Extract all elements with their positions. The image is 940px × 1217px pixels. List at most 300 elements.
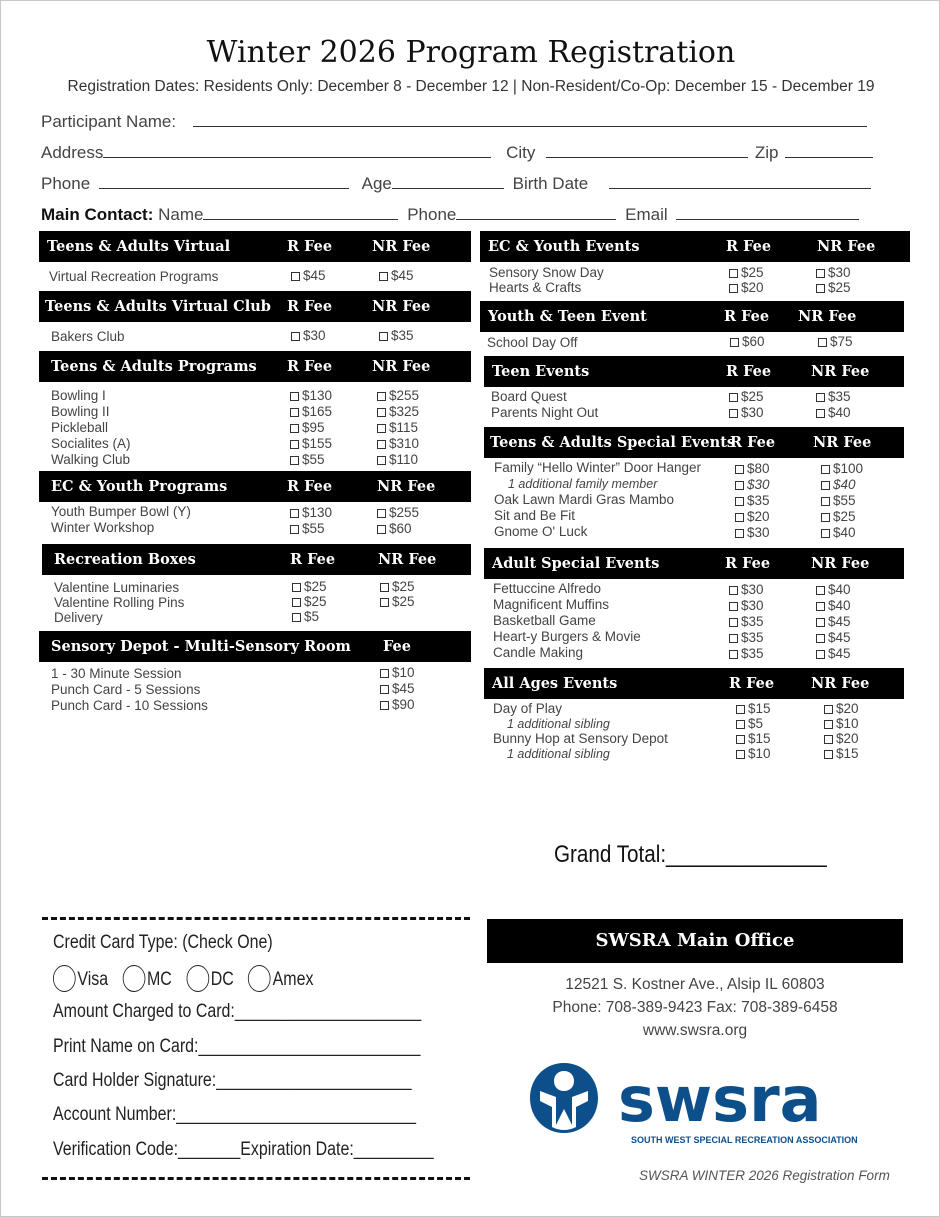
section-ec-youth-programs [39, 471, 471, 544]
r-fee-option[interactable] [735, 461, 770, 477]
nr-fee-option[interactable] [821, 525, 856, 541]
checkbox[interactable] [821, 481, 830, 490]
signature-field[interactable]: Card Holder Signature:______________________ [53, 1070, 412, 1091]
section-header [42, 544, 471, 575]
nr-fee-option[interactable] [816, 614, 851, 630]
checkbox[interactable] [818, 338, 827, 347]
section-header [484, 668, 904, 699]
checkbox[interactable] [291, 272, 300, 281]
r-fee-option[interactable] [729, 646, 764, 662]
mc-radio[interactable] [123, 965, 146, 992]
fee-value: $10 [392, 665, 415, 680]
list-item: Punch Card - 5 Sessions [51, 682, 201, 697]
checkbox[interactable] [821, 529, 830, 538]
checkbox[interactable] [736, 720, 745, 729]
checkbox[interactable] [824, 720, 833, 729]
contact-phone-label: Phone [407, 205, 457, 224]
zip-input[interactable] [785, 142, 873, 158]
fee-value: $45 [828, 614, 851, 629]
nr-fee-header: NR Fee [372, 358, 431, 375]
section-title: Youth & Teen Event [488, 308, 647, 325]
list-item: Bowling I [51, 388, 106, 403]
fee-value: $325 [389, 404, 420, 419]
list-item: Punch Card - 10 Sessions [51, 698, 208, 713]
checkbox[interactable] [377, 440, 386, 449]
r-fee-option[interactable] [735, 509, 770, 525]
section-title: Teen Events [492, 363, 590, 380]
checkbox[interactable] [816, 269, 825, 278]
list-item: Sensory Snow Day [489, 265, 604, 280]
birth-date-input[interactable] [609, 173, 871, 189]
checkbox[interactable] [729, 586, 738, 595]
r-fee-header: R Fee [287, 238, 333, 255]
nr-fee-option[interactable] [824, 701, 859, 717]
fee-value: $155 [302, 436, 333, 451]
nr-fee-option[interactable] [816, 405, 851, 421]
fee-value: $90 [392, 697, 415, 712]
r-fee-option[interactable] [290, 505, 332, 521]
nr-fee-option[interactable] [816, 582, 851, 598]
checkbox[interactable] [816, 602, 825, 611]
fee-value: $55 [302, 521, 325, 536]
fee-value: $20 [836, 731, 859, 746]
account-number-field[interactable]: Account Number:___________________________ [53, 1104, 416, 1125]
checkbox[interactable] [729, 602, 738, 611]
r-fee-option[interactable] [290, 452, 325, 468]
nr-fee-option[interactable] [377, 388, 419, 404]
list-item: Walking Club [51, 452, 131, 467]
fee-value: $115 [389, 420, 419, 435]
checkbox[interactable] [729, 269, 738, 278]
fee-value: $45 [392, 681, 415, 696]
fee-header: Fee [383, 638, 411, 655]
checkbox[interactable] [380, 583, 389, 592]
nr-fee-header: NR Fee [811, 675, 870, 692]
r-fee-option[interactable] [729, 280, 764, 296]
fee-value: $35 [828, 389, 851, 404]
contact-phone-input[interactable] [456, 204, 616, 220]
checkbox[interactable] [729, 634, 738, 643]
participant-input[interactable] [193, 111, 867, 127]
fee-option[interactable] [380, 665, 415, 681]
fee-value: $45 [828, 646, 851, 661]
dc-label: DC [210, 969, 234, 990]
fee-value: $30 [741, 598, 764, 613]
office-header: SWSRA Main Office [487, 919, 903, 963]
checkbox[interactable] [377, 408, 386, 417]
fee-value: $60 [742, 334, 765, 349]
section-title: EC & Youth Programs [51, 478, 228, 495]
list-item: Bowling II [51, 404, 110, 419]
section-title: All Ages Events [492, 675, 618, 692]
checkbox[interactable] [290, 509, 299, 518]
participant-row [41, 111, 867, 132]
email-input[interactable] [676, 204, 859, 220]
nr-fee-option[interactable] [816, 265, 851, 281]
section-title: Recreation Boxes [54, 551, 196, 568]
dc-radio[interactable] [186, 965, 209, 992]
fee-value: $45 [828, 630, 851, 645]
checkbox[interactable] [736, 750, 745, 759]
logo-subtitle: SOUTH WEST SPECIAL RECREATION ASSOCIATION [631, 1135, 858, 1145]
checkbox[interactable] [379, 332, 388, 341]
r-fee-option[interactable] [736, 701, 771, 717]
list-item: 1 - 30 Minute Session [51, 666, 182, 681]
r-fee-option[interactable] [292, 594, 327, 610]
r-fee-option[interactable] [735, 493, 770, 509]
checkbox[interactable] [816, 586, 825, 595]
checkbox[interactable] [290, 440, 299, 449]
r-fee-option[interactable] [729, 265, 764, 281]
fee-value: $110 [389, 452, 419, 467]
zip-label: Zip [754, 143, 779, 162]
checkbox[interactable] [735, 529, 744, 538]
list-item: Valentine Rolling Pins [54, 595, 185, 610]
phone-row [41, 173, 871, 194]
checkbox[interactable] [291, 332, 300, 341]
checkbox[interactable] [377, 424, 386, 433]
r-fee-option[interactable] [290, 436, 332, 452]
fee-value: $130 [302, 505, 333, 520]
r-fee-option[interactable] [291, 328, 326, 344]
office-website[interactable]: www.swsra.org [642, 1022, 748, 1039]
checkbox[interactable] [729, 650, 738, 659]
fee-value: $25 [304, 594, 327, 609]
contact-name-input[interactable] [203, 204, 398, 220]
fee-value: $15 [748, 701, 771, 716]
r-fee-option[interactable] [730, 334, 765, 350]
fee-value: $35 [741, 630, 764, 645]
section-teens-adults-virtual-club [39, 291, 471, 352]
card-type-label: Credit Card Type: (Check One) [53, 932, 273, 953]
r-fee-option[interactable] [291, 268, 326, 284]
r-fee-header: R Fee [724, 308, 770, 325]
visa-radio[interactable] [53, 965, 76, 992]
r-fee-option[interactable] [729, 630, 764, 646]
section-title: Teens & Adults Virtual [47, 238, 231, 255]
r-fee-option[interactable] [736, 746, 771, 762]
amex-radio[interactable] [248, 965, 271, 992]
nr-fee-option[interactable] [824, 716, 859, 732]
dashed-divider-top [42, 917, 470, 920]
list-item: Socialites (A) [51, 436, 131, 451]
list-item: Magnificent Muffins [493, 597, 610, 612]
registration-dates: Registration Dates: Residents Only: December 8 - December 12 | Non-Resident/Co-Op: December 15 - December 19 [67, 78, 875, 95]
print-name-field[interactable]: Print Name on Card:_________________________ [53, 1036, 421, 1057]
nr-fee-option[interactable] [816, 389, 851, 405]
fee-value: $30 [828, 265, 851, 280]
checkbox[interactable] [290, 525, 299, 534]
fee-value: $15 [836, 746, 859, 761]
checkbox[interactable] [824, 705, 833, 714]
office-address: 12521 S. Kostner Ave., Alsip IL 60803 [565, 976, 825, 993]
card-type-options [53, 965, 313, 992]
checkbox[interactable] [816, 393, 825, 402]
checkbox[interactable] [816, 650, 825, 659]
checkbox[interactable] [821, 465, 830, 474]
list-item: Candle Making [493, 645, 584, 660]
checkbox[interactable] [735, 465, 744, 474]
fee-value: $60 [389, 521, 412, 536]
checkbox[interactable] [736, 705, 745, 714]
r-fee-option[interactable] [290, 388, 332, 404]
checkbox[interactable] [292, 583, 301, 592]
nr-fee-header: NR Fee [811, 555, 870, 572]
section-title: EC & Youth Events [488, 238, 640, 255]
nr-fee-option[interactable] [816, 630, 851, 646]
nr-fee-header: NR Fee [798, 308, 857, 325]
checkbox[interactable] [736, 735, 745, 744]
nr-fee-option[interactable] [824, 746, 859, 762]
r-fee-option[interactable] [729, 389, 764, 405]
section-header [39, 471, 471, 502]
fee-value: $25 [828, 280, 851, 295]
checkbox[interactable] [729, 393, 738, 402]
checkbox[interactable] [730, 338, 739, 347]
list-item: Day of Play [493, 701, 563, 716]
checkbox[interactable] [377, 392, 386, 401]
r-fee-option[interactable] [735, 525, 770, 541]
fee-value: $130 [302, 388, 333, 403]
list-item: Bakers Club [51, 329, 125, 344]
fee-value: $20 [747, 509, 770, 524]
checkbox[interactable] [292, 598, 301, 607]
nr-fee-option[interactable] [377, 521, 412, 537]
fee-value: $10 [748, 746, 771, 761]
list-item: Youth Bumper Bowl (Y) [51, 504, 191, 519]
r-fee-option[interactable] [735, 477, 770, 493]
checkbox[interactable] [377, 525, 386, 534]
nr-fee-option[interactable] [824, 731, 859, 747]
checkbox[interactable] [290, 392, 299, 401]
list-item: Basketball Game [493, 613, 596, 628]
section-header [39, 231, 471, 262]
section-teens-adults-special-events [484, 427, 904, 548]
list-item: 1 additional sibling [507, 747, 610, 761]
checkbox[interactable] [380, 598, 389, 607]
fee-value: $80 [747, 461, 770, 476]
address-row [41, 142, 873, 163]
checkbox[interactable] [729, 284, 738, 293]
list-item: 1 additional family member [508, 477, 658, 491]
office-phone-fax: Phone: 708-389-9423 Fax: 708-389-6458 [552, 999, 838, 1016]
fee-value: $35 [741, 646, 764, 661]
r-fee-option[interactable] [729, 598, 764, 614]
fee-value: $55 [833, 493, 856, 508]
phone-input[interactable] [99, 173, 349, 189]
checkbox[interactable] [377, 456, 386, 465]
list-item: School Day Off [487, 335, 578, 350]
section-title: Teens & Adults Programs [51, 358, 257, 375]
r-fee-option[interactable] [292, 579, 327, 595]
nr-fee-option[interactable] [380, 594, 415, 610]
section-youth-teen-event [480, 301, 904, 362]
fee-value: $255 [389, 388, 420, 403]
checkbox[interactable] [821, 513, 830, 522]
nr-fee-option[interactable] [377, 420, 418, 436]
checkbox[interactable] [379, 272, 388, 281]
birth-date-label: Birth Date [512, 174, 589, 193]
nr-fee-option[interactable] [816, 280, 851, 296]
age-label: Age [361, 174, 392, 193]
checkbox[interactable] [816, 409, 825, 418]
nr-fee-option[interactable] [377, 452, 418, 468]
fee-value: $100 [833, 461, 864, 476]
r-fee-option[interactable] [290, 420, 325, 436]
city-label: City [506, 143, 536, 162]
r-fee-option[interactable] [290, 404, 332, 420]
checkbox[interactable] [290, 424, 299, 433]
r-fee-header: R Fee [287, 478, 333, 495]
list-item: Delivery [54, 610, 103, 625]
logo-wordmark: swsra [618, 1063, 822, 1136]
amex-label: Amex [272, 969, 314, 990]
fee-value: $75 [830, 334, 853, 349]
r-fee-option[interactable] [292, 609, 319, 625]
r-fee-option[interactable] [736, 716, 763, 732]
fee-value: $25 [833, 509, 856, 524]
section-header [484, 356, 904, 387]
checkbox[interactable] [821, 497, 830, 506]
section-header [39, 291, 471, 322]
fee-value: $165 [302, 404, 333, 419]
nr-fee-option[interactable] [816, 646, 851, 662]
checkbox[interactable] [816, 618, 825, 627]
r-fee-option[interactable] [290, 521, 325, 537]
nr-fee-header: NR Fee [817, 238, 876, 255]
checkbox[interactable] [735, 481, 744, 490]
section-title: Adult Special Events [492, 555, 660, 572]
checkbox[interactable] [380, 701, 389, 710]
r-fee-header: R Fee [726, 238, 772, 255]
fee-value: $40 [828, 405, 851, 420]
fee-value: $95 [302, 420, 325, 435]
checkbox[interactable] [816, 284, 825, 293]
checkbox[interactable] [816, 634, 825, 643]
r-fee-option[interactable] [729, 405, 764, 421]
fee-option[interactable] [380, 681, 415, 697]
checkbox[interactable] [824, 750, 833, 759]
main-contact-row [41, 204, 859, 225]
checkbox[interactable] [377, 509, 386, 518]
nr-fee-option[interactable] [821, 509, 856, 525]
nr-fee-option[interactable] [377, 505, 419, 521]
fee-value: $255 [389, 505, 420, 520]
checkbox[interactable] [292, 613, 301, 622]
fee-value: $20 [836, 701, 859, 716]
nr-fee-option[interactable] [818, 334, 853, 350]
fee-value: $5 [304, 609, 320, 624]
participant-label: Participant Name: [41, 112, 177, 131]
checkbox[interactable] [380, 669, 389, 678]
address-input[interactable] [103, 142, 491, 158]
nr-fee-option[interactable] [380, 579, 415, 595]
page-title: Winter 2026 Program Registration [206, 35, 736, 70]
age-input[interactable] [392, 173, 504, 189]
swsra-logo [526, 1057, 876, 1154]
fee-option[interactable] [380, 697, 415, 713]
list-item: Heart-y Burgers & Movie [493, 629, 641, 644]
section-teen-events [484, 356, 904, 427]
nr-fee-option[interactable] [379, 268, 414, 284]
city-input[interactable] [546, 142, 748, 158]
visa-label: Visa [77, 969, 109, 990]
main-contact-label: Main Contact: [41, 205, 154, 224]
fee-value: $30 [741, 405, 764, 420]
fee-value: $55 [302, 452, 325, 467]
fee-value: $25 [304, 579, 327, 594]
list-item: Board Quest [491, 389, 567, 404]
list-item: Parents Night Out [491, 405, 599, 420]
fee-value: $25 [741, 389, 764, 404]
nr-fee-header: NR Fee [378, 551, 437, 568]
section-recreation-boxes [42, 544, 471, 631]
nr-fee-option[interactable] [377, 404, 419, 420]
fee-value: $40 [828, 598, 851, 613]
fee-value: $25 [392, 594, 415, 609]
list-item: Sit and Be Fit [494, 508, 576, 523]
list-item: 1 additional sibling [507, 717, 610, 731]
section-header [480, 231, 910, 262]
r-fee-option[interactable] [729, 614, 764, 630]
nr-fee-header: NR Fee [372, 238, 431, 255]
fee-value: $10 [836, 716, 859, 731]
fee-value: $45 [391, 268, 414, 283]
nr-fee-header: NR Fee [813, 434, 872, 451]
fee-value: $35 [391, 328, 414, 343]
amount-charged-field[interactable]: Amount Charged to Card:_____________________ [53, 1001, 422, 1022]
list-item: Bunny Hop at Sensory Depot [493, 731, 668, 746]
checkbox[interactable] [735, 497, 744, 506]
email-label: Email [625, 205, 668, 224]
r-fee-option[interactable] [736, 731, 771, 747]
fee-value: $40 [828, 582, 851, 597]
fee-value: $30 [303, 328, 326, 343]
nr-fee-header: NR Fee [372, 298, 431, 315]
nr-fee-option[interactable] [816, 598, 851, 614]
nr-fee-option[interactable] [379, 328, 414, 344]
nr-fee-header: NR Fee [377, 478, 436, 495]
grand-total[interactable]: Grand Total:______________ [554, 841, 827, 868]
checkbox[interactable] [380, 685, 389, 694]
checkbox[interactable] [729, 409, 738, 418]
fee-value: $35 [747, 493, 770, 508]
address-label: Address [41, 143, 104, 162]
checkbox[interactable] [290, 456, 299, 465]
verification-expiration-field[interactable]: Verification Code:_______Expiration Date:_________ [53, 1139, 434, 1160]
list-item: Winter Workshop [51, 520, 155, 535]
checkbox[interactable] [729, 618, 738, 627]
section-header [480, 301, 904, 332]
r-fee-option[interactable] [729, 582, 764, 598]
section-header [484, 427, 904, 458]
r-fee-header: R Fee [290, 551, 336, 568]
r-fee-header: R Fee [287, 358, 333, 375]
r-fee-header: R Fee [730, 434, 776, 451]
nr-fee-option[interactable] [821, 493, 856, 509]
nr-fee-option[interactable] [821, 477, 856, 493]
nr-fee-option[interactable] [377, 436, 419, 452]
section-ec-youth-events [480, 231, 910, 300]
checkbox[interactable] [735, 513, 744, 522]
checkbox[interactable] [290, 408, 299, 417]
section-title: Teens & Adults Special Events [490, 434, 736, 451]
nr-fee-option[interactable] [821, 461, 863, 477]
checkbox[interactable] [824, 735, 833, 744]
mc-label: MC [147, 969, 172, 990]
fee-value: $40 [833, 525, 856, 540]
section-all-ages-events [484, 668, 904, 769]
